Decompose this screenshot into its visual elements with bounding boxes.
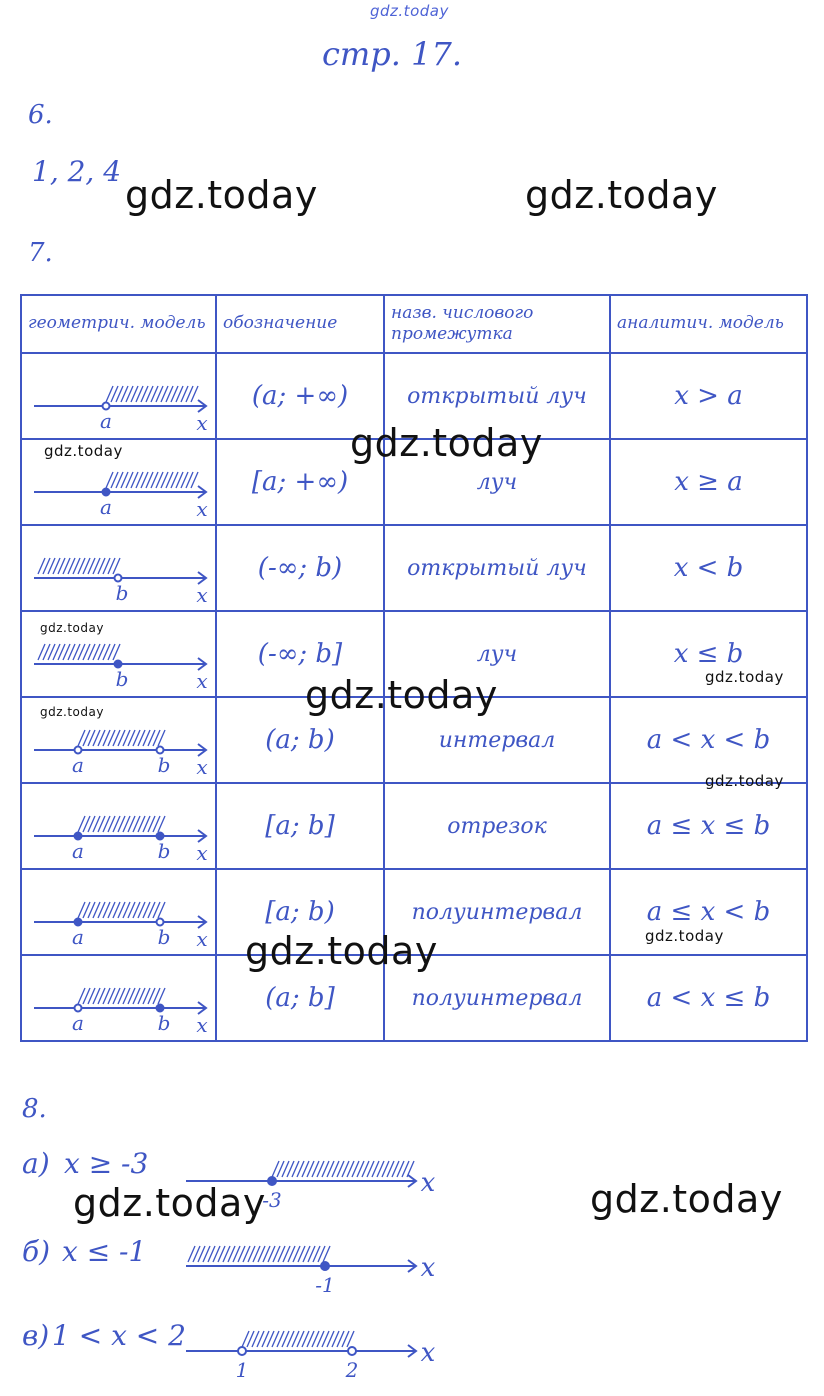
analytic-model-cell	[610, 697, 807, 783]
notation-text: [a; +∞)	[251, 467, 349, 497]
endpoint-a-label: a	[100, 409, 112, 433]
shaded-region	[106, 472, 198, 488]
task8-a-label: а)	[22, 1147, 50, 1180]
endpoint-b-label: b	[157, 753, 171, 777]
endpoint-a-label: a	[72, 753, 84, 777]
endpoint-label: 1	[235, 1358, 249, 1382]
watermark: gdz.today	[590, 1177, 783, 1221]
watermark: gdz.today	[40, 705, 104, 719]
analytic-model-text: a < x < b	[646, 725, 771, 755]
endpoint-a-label: a	[100, 495, 112, 519]
geometric-model-cell	[21, 353, 216, 439]
analytic-model-text: x < b	[673, 553, 744, 583]
shaded-region	[78, 730, 165, 746]
page-header: стр. 17.	[322, 35, 462, 73]
axis-label-x: x	[196, 669, 208, 693]
interval-name-text: открытый луч	[407, 555, 587, 581]
endpoint-b-label: b	[115, 667, 129, 691]
interval-name-text: интервал	[438, 727, 556, 753]
interval-name-text: луч	[476, 641, 518, 667]
shaded-region	[242, 1331, 354, 1347]
endpoint-label: 2	[345, 1358, 359, 1382]
endpoint	[348, 1347, 356, 1355]
notation-text: (a; b)	[265, 725, 335, 755]
header-cell: назв. числового промежутка	[384, 295, 610, 353]
geometric-model-cell	[21, 525, 216, 611]
task7-number: 7.	[28, 238, 53, 268]
number-line-model	[22, 870, 214, 954]
header-cell: обозначение	[216, 295, 384, 353]
endpoint-label: -3	[262, 1188, 282, 1212]
watermark: gdz.today	[245, 929, 438, 973]
analytic-model-cell	[610, 525, 807, 611]
watermark: gdz.today	[705, 668, 784, 686]
analytic-model-text: a ≤ x ≤ b	[646, 811, 771, 841]
notation-text: [a; b)	[265, 897, 335, 927]
endpoint-a-label: a	[72, 1011, 84, 1035]
watermark: gdz.today	[645, 927, 724, 945]
endpoint-a-label: a	[72, 925, 84, 949]
shaded-region	[38, 558, 120, 574]
shaded-region	[272, 1161, 414, 1177]
endpoint-b-label: b	[157, 1011, 171, 1035]
notation-cell	[216, 525, 384, 611]
number-line-model	[22, 354, 214, 438]
axis-label-x: x	[196, 927, 208, 951]
axis-label-x: x	[196, 497, 208, 521]
shaded-region	[78, 902, 165, 918]
axis-label-x: x	[196, 1013, 208, 1037]
top-watermark: gdz.today	[370, 2, 449, 20]
watermark: gdz.today	[350, 421, 543, 465]
geometric-model-cell	[21, 783, 216, 869]
task8-b-inequality: x ≤ -1	[62, 1235, 147, 1268]
geometric-model-cell	[21, 869, 216, 955]
header-cell: геометрич. модель	[21, 295, 216, 353]
header-cell: аналитич. модель	[610, 295, 807, 353]
axis-label-x: x	[196, 755, 208, 779]
task8-b-number-line	[180, 1230, 440, 1300]
interval-name-text: луч	[476, 469, 518, 495]
task8-c-number-line	[180, 1315, 440, 1385]
shaded-region	[38, 644, 120, 660]
analytic-model-text: a ≤ x < b	[646, 897, 771, 927]
axis-label-x: x	[196, 411, 208, 435]
watermark: gdz.today	[125, 173, 318, 217]
interval-name-text: отрезок	[447, 813, 547, 839]
interval-name-text: открытый луч	[407, 383, 587, 409]
interval-name-text: полуинтервал	[411, 899, 583, 925]
interval-name-text: полуинтервал	[411, 985, 583, 1011]
table-header-row	[21, 295, 807, 353]
shaded-region	[78, 988, 165, 1004]
interval-name-cell	[384, 783, 610, 869]
analytic-model-cell	[610, 353, 807, 439]
watermark: gdz.today	[305, 673, 498, 717]
task8-c-inequality: 1 < x < 2	[52, 1319, 186, 1352]
axis-label-x: x	[420, 1253, 436, 1283]
endpoint-a-label: a	[72, 839, 84, 863]
task8-c-label: в)	[22, 1319, 50, 1352]
endpoint	[321, 1262, 329, 1270]
analytic-model-text: x ≤ b	[673, 639, 744, 669]
notation-text: (-∞; b]	[257, 639, 343, 669]
notation-text: (-∞; b)	[257, 553, 343, 583]
axis-label-x: x	[196, 583, 208, 607]
task6-number: 6.	[28, 100, 53, 130]
shaded-region	[78, 816, 165, 832]
task8-b-label: б)	[22, 1235, 51, 1268]
number-line-model	[22, 956, 214, 1040]
table-row	[21, 525, 807, 611]
watermark: gdz.today	[40, 621, 104, 635]
endpoint-label: -1	[315, 1273, 335, 1297]
task8-a-inequality: x ≥ -3	[64, 1147, 149, 1180]
endpoint	[268, 1177, 276, 1185]
analytic-model-text: a < x ≤ b	[646, 983, 771, 1013]
axis-label-x: x	[196, 841, 208, 865]
watermark: gdz.today	[73, 1181, 266, 1225]
task8-number: 8.	[22, 1094, 47, 1124]
number-line-model	[22, 784, 214, 868]
shaded-region	[188, 1246, 330, 1262]
table-row	[21, 783, 807, 869]
axis-label-x: x	[420, 1338, 436, 1368]
notation-text: (a; b]	[265, 983, 335, 1013]
interval-name-cell	[384, 525, 610, 611]
endpoint-b-label: b	[157, 839, 171, 863]
number-line-model	[22, 526, 214, 610]
watermark: gdz.today	[705, 772, 784, 790]
geometric-model-cell	[21, 955, 216, 1041]
analytic-model-cell	[610, 955, 807, 1041]
endpoint-b-label: b	[115, 581, 129, 605]
endpoint-b-label: b	[157, 925, 171, 949]
analytic-model-text: x > a	[674, 381, 743, 411]
axis-label-x: x	[420, 1168, 436, 1198]
watermark: gdz.today	[44, 442, 123, 460]
analytic-model-cell	[610, 439, 807, 525]
analytic-model-text: x ≥ a	[674, 467, 743, 497]
task6-answer: 1, 2, 4	[32, 155, 122, 188]
shaded-region	[106, 386, 198, 402]
notation-text: [a; b]	[265, 811, 335, 841]
analytic-model-cell	[610, 783, 807, 869]
notation-cell	[216, 783, 384, 869]
endpoint	[238, 1347, 246, 1355]
watermark: gdz.today	[525, 173, 718, 217]
notation-text: (a; +∞)	[251, 381, 349, 411]
